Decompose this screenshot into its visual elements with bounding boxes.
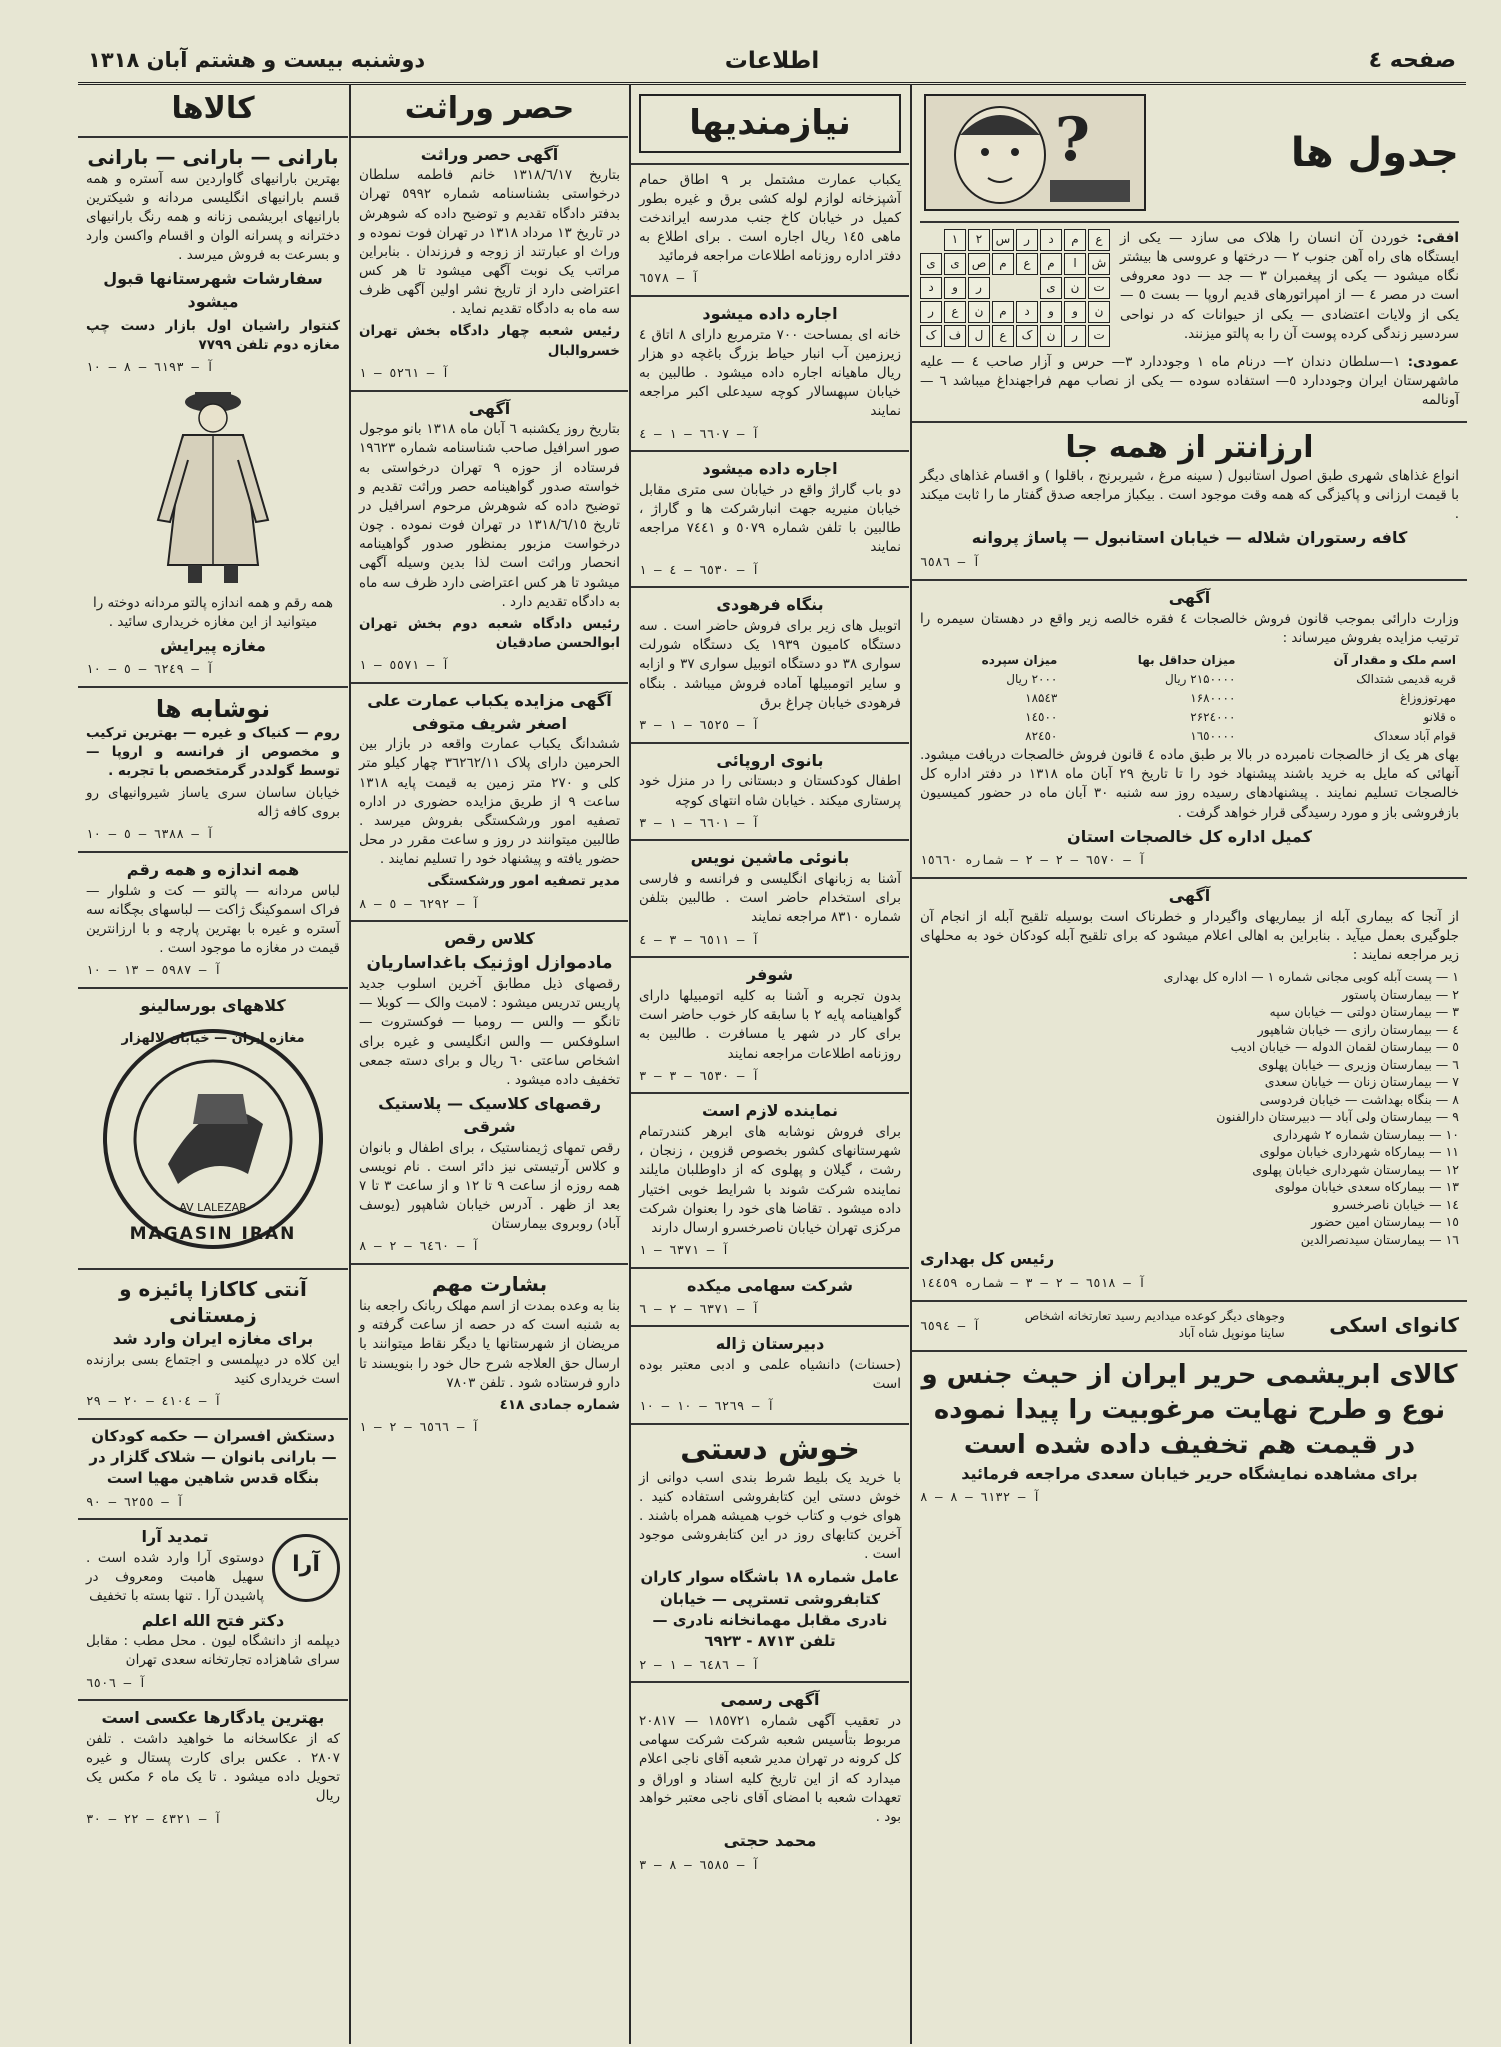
- official-notice: [631, 1683, 909, 1881]
- crossword-cell: ا: [1064, 253, 1086, 275]
- list-item: ۳ — بیمارستان دولتی — خیابان سپه: [1269, 1004, 1459, 1020]
- column-goods: [78, 84, 348, 2044]
- table-header-row: [920, 651, 1459, 670]
- drinks-text: روم — کنیاک و غیره — بهترین ترکیب و مخصوص از فرانسه و اروپا — توسط گولددر گرمتخصص با تجربه .: [86, 724, 340, 779]
- notice-title: آگهی: [1168, 587, 1211, 607]
- clinic-list: [920, 968, 1459, 1248]
- notice-body: ششدانگ یکباب عمارت واقعه در بازار بین الحرمین دارای پلاک ۳٦۲٦۲/۱۱ چهار کیلو متر کلی و ۲۷۰ متر زمین به قیمت پایه ۱۳۱۸ ساعت ۹ از طریق مزایده حضوری در اداره تصفیه امور ورشکستگی بفروش میرسد . طالبین میتوانند در روز و ساعت مقرر در محل حضور یافته و پیشنهاد خود را تسلیم نمایند .: [359, 736, 620, 868]
- list-item: ۱٥ — بیمارستان امین حضور: [1311, 1214, 1459, 1230]
- ski-title: کانوای اسکی: [1329, 1312, 1459, 1337]
- down-clues: ۱—سلطان دندان ۲— درنام ماه ۱ وجوددارد ۳— حرس و آزار صاحب ٤ — علیه ماشهرستان ایران وجوددارد ٥— استفاده سوده — یکی از نصاب مهم فراجهنداغ میباشد ٦ — آونالمه: [920, 354, 1459, 409]
- list-item: ۱ — پست آبله کوبی مجانی شماره ۱ — اداره کل بهداری: [1163, 969, 1459, 985]
- ara-ad: [78, 1520, 348, 1701]
- table-cell: ۲۰۰۰ ریال: [1006, 671, 1058, 686]
- classifieds-header: [631, 84, 909, 165]
- crossword-cell: [920, 229, 942, 251]
- notice-title: کلاس رقص: [444, 929, 535, 949]
- photo-studio-ad: [78, 1701, 348, 1835]
- ara-title: تمدید آرا: [141, 1527, 209, 1547]
- restaurant-title: ارزانتر از همه جا: [1065, 430, 1314, 466]
- silk-headline: کالای ابریشمی حریر ایران از حیث جنس و نوع و طرح نهایت مرغوبیت را پیدا نموده در قیمت هم تخفیف داده شده است: [921, 1359, 1458, 1461]
- logo-bottom-text: MAGASIN IRAN: [129, 1223, 297, 1244]
- crossword-cell: ت: [1088, 325, 1110, 347]
- raincoat-sub: سفارشات شهرستانها قبول میشود: [103, 269, 323, 311]
- crossword-cell: ۱: [944, 229, 966, 251]
- table-row: [920, 689, 1459, 708]
- table-cell: ۸۲٤٥۰: [1025, 729, 1058, 744]
- crossword-cell: ر: [1016, 229, 1038, 251]
- column-classifieds: [631, 84, 909, 2044]
- classified-title: بنگاه فرهودی: [716, 595, 824, 615]
- dance-subtitle: رقصهای کلاسیک — پلاستیک شرقی: [378, 1094, 601, 1136]
- crossword-cell: د: [920, 277, 942, 299]
- ara-logo: آرا: [272, 1534, 340, 1602]
- ad-ref: آ — ٦۲٤٩ — ٥ — ۱۰: [86, 660, 214, 676]
- crossword-cell: [992, 277, 1014, 299]
- shop-name: مغازه پیرایش: [160, 636, 266, 656]
- ad-ref: آ — ٦١٣٢ — ۸ — ۸: [920, 1488, 1041, 1504]
- gloves-ad: [78, 1420, 348, 1521]
- table-header-cell: میزان سپرده: [981, 652, 1058, 667]
- ad-ref: آ — ٦٥١۱ — ۳ — ٤: [639, 931, 760, 947]
- photo-text: که از عکاسخانه ما خواهید داشت . تلفن ۲۸۰۷ . عکس برای کارت پستال و غیره تحویل داده میشود . تا یک ماه ۶ مکس یک ریال: [86, 1731, 340, 1805]
- column-inheritance: [351, 84, 628, 2044]
- list-item: ۱۲ — بیمارستان شهرداری خیابان پهلوی: [1252, 1161, 1459, 1177]
- ara-text: دوستوی آرا وارد شده است . سهیل هامبت ومعروف در پاشیدن آرا . تنها بسته با تخفیف: [86, 1550, 264, 1605]
- table-cell: ۱٤٥۰۰: [1025, 710, 1058, 725]
- classified-text: برای فروش نوشابه های ابرهر کنندرتمام شهرستانهای کشور بخصوص قزوین ، زنجان ، رشت ، گیلان و پهلوی که از داوطلبان مایلند نماینده شرکت شوند با شرایط خوبی اختیار داده میشود . تقاضا های خود را بعنوان شرکت مرکزی تهران خیابان ناصرخسرو ارسال دارند: [639, 1124, 901, 1236]
- crossword-cell: ع: [1088, 229, 1110, 251]
- crossword-cell: ع: [944, 301, 966, 323]
- classified-text: (حسنات) دانشیاه علمی و ادبی معتبر بوده است: [639, 1357, 901, 1393]
- raincoat-ad: [78, 138, 348, 688]
- anti-cold-text: این کلاه در دیپلمسی و اجتماع بسی برازنده است خریداری کنید: [86, 1351, 340, 1387]
- table-cell: قریه قدیمی شتدالک: [1356, 671, 1456, 686]
- ad-ref: آ — ٤٣٢۱ — ۲۲ — ۳۰: [86, 1810, 222, 1826]
- notice-signature: کمیل اداره کل خالصجات استان: [1067, 826, 1312, 846]
- ad-ref: آ — ٦٤٦۰ — ۲ — ۸: [359, 1238, 480, 1254]
- stamp-ring: [98, 1024, 328, 1254]
- official-title: آگهی رسمی: [720, 1690, 820, 1710]
- hat-title: کلاههای بورسالینو: [140, 996, 286, 1016]
- classified-text: یکباب عمارت مشتمل بر ۹ اطاق حمام آشپزخانه لوازم لوله کشی برق و غیره بطور کمیل در خیابان کاخ جنب مدرسه ایراندخت ماهی ۱٤٥ ریال اجاره است . برای اطلاع به دفتر اداره روزنامه اطلاعات مراجعه فرمائید: [639, 171, 902, 265]
- restaurant-address: کافه رستوران شلاله — خیابان استانبول — پاساژ پروانه: [971, 528, 1408, 548]
- classified-list: [631, 165, 909, 1426]
- classified-ad: [631, 1094, 909, 1268]
- restaurant-text: انواع غذاهای شهری طبق اصول استانبول ( سینه مرغ ، شیربرنج ، باقلوا ) و اقسام غذاهای دیگر با قیمت ارزانی و پاکیزگی که همه وقت موجود است . بیکباز مراجعه صدق گفتار ما را ثابت میکند .: [920, 467, 1459, 523]
- list-item: ٦ — بیمارستان وزیری — خیابان پهلوی: [1258, 1056, 1459, 1072]
- good-news-ad: [351, 1265, 628, 1444]
- ad-ref: آ — ٦٥۰٦: [86, 1674, 147, 1690]
- crossword-cell: م: [1064, 229, 1086, 251]
- drinks-ad: [78, 688, 348, 854]
- ad-ref: آ — ٦٦۰۱ — ۱ — ۳: [639, 814, 760, 830]
- ad-ref: آ — ٦٥۳۰ — ٤ — ۱: [639, 561, 760, 577]
- inheritance-header: [351, 84, 628, 138]
- lucky-text: با خرید یک بلیط شرط بندی اسب دوانی از خوش دستی این کتابفروشی استفاده کنید . هوای خوب و کتاب خوب همیشه همراه باشند . آخرین کتابهای روز در این کتابفروشی موجود است .: [639, 1469, 901, 1563]
- notice-signature: شماره جمادی ٤١٨: [499, 1396, 620, 1413]
- restaurant-ad: [912, 423, 1467, 580]
- ski-ad: [912, 1302, 1467, 1352]
- vaccination-notice: [912, 879, 1467, 1302]
- classified-ad: [631, 165, 909, 298]
- notice-title: بشارت مهم: [431, 1272, 548, 1297]
- crossword-cell: ر: [920, 301, 942, 323]
- notice-signature: مدیر تصفیه امور ورشکستگی: [427, 873, 620, 890]
- table-cell: ۲۶۲٤۰۰۰: [1190, 710, 1236, 725]
- notice-body: بنا به وعده بمدت از اسم مهلک ربانک راجعه بنا به شنبه است که در حصه از ساعت گرفته و مریضان از شهرستانها یا دیگر نقاط میتوانند با ارسال حق العلاجه شرح حال خود را بنویسند تا دارو فرستاده شود . تلفن ۷۸۰۳: [359, 1298, 620, 1391]
- crossword-cell: ن: [968, 301, 990, 323]
- photo-title: بهترین یادگارها عکسی است: [101, 1708, 325, 1728]
- goods-title: کالاها: [171, 91, 255, 126]
- list-item: ۹ — بیمارستان ولی آباد — دبیرستان دارالفنون: [1216, 1109, 1459, 1125]
- table-row: [920, 670, 1459, 689]
- classifieds-title: نیازمندیها: [639, 94, 901, 153]
- classified-ad: [631, 588, 909, 743]
- ad-ref: آ — ٦٥٧٨: [639, 270, 700, 286]
- notice-signature: رئیس دادگاه شعبه دوم بخش تهران ابوالحسن صادقیان: [359, 615, 620, 651]
- ad-ref: آ — ٦٥٨٦: [920, 554, 981, 570]
- classified-title: شوفر: [746, 965, 794, 985]
- crossword-cell: ر: [968, 277, 990, 299]
- ad-ref: آ — ٦٥۳۰ — ۳ — ۳: [639, 1067, 760, 1083]
- hat-ad: [78, 989, 348, 1270]
- classified-text: آشنا به زبانهای انگلیسی و فرانسه و فارسی برای استخدام حاضر است . طالبین بتلفن شماره ۸۳۱۰ مراجعه نمایند: [639, 871, 901, 926]
- down-label: عمودی:: [1407, 354, 1460, 370]
- clothing-title: همه اندازه و همه رقم: [126, 860, 300, 880]
- official-text: در تعقیب آگهی شماره ۱۸٥۷۲۱ — ۲۰۸۱۷ مربوط بتأسیس شعبه شرکت شرکت سهامی کل کرونه در تهران مدیر شعبه آقای ناجی اعلام میدارد که از این تاریخ کلیه اسناد و اوراق و تعهدات شعبه با امضای آقای ناجی معتبر خواهد بود .: [639, 1713, 901, 1825]
- crossword-cell: [1016, 277, 1038, 299]
- classified-ad: [631, 452, 909, 588]
- drinks-title: نوشابه ها: [155, 694, 271, 723]
- crossword-cell: م: [992, 301, 1014, 323]
- list-item: ۸ — بنگاه بهداشت — خیابان فردوسی: [1259, 1091, 1459, 1107]
- crossword-cell: ن: [1064, 277, 1086, 299]
- table-header-cell: اسم ملک و مقدار آن: [1333, 652, 1456, 667]
- goods-header: [78, 84, 348, 138]
- crossword-cell: م: [992, 253, 1014, 275]
- classified-text: اطفال کودکستان و دبستانی را در منزل خود پرستاری میکند . خیابان شاه انتهای کوچه: [639, 773, 901, 809]
- classified-ad: [631, 744, 909, 842]
- doctor-text: دیپلمه از دانشگاه لیون . محل مطب : مقابل سرای شاهزاده تجارتخانه سعدی تهران: [86, 1633, 340, 1669]
- classified-ad: [631, 958, 909, 1094]
- ad-ref: آ — ٦١۹۳ — ۸ — ۱۰: [86, 359, 214, 375]
- column-crossword-notices: [912, 84, 1467, 2044]
- crossword-cell: ی: [944, 253, 966, 275]
- table-cell: ۱۶۸۰۰۰۰: [1190, 691, 1236, 705]
- crossword-cell: ع: [1016, 253, 1038, 275]
- ad-ref: آ — ٦۲٦٩ — ۱۰ — ۱۰: [639, 1398, 775, 1414]
- crossword-cell: ش: [1088, 253, 1110, 275]
- drinks-address: خیابان ساسان سری یاساز شیروانیهای رو بروی کافه ژاله: [86, 785, 340, 821]
- notice-intro: وزارت دارائی بموجب قانون فروش خالصجات ٤ فقره خالصه زیر واقع در دهستان سیمره را ترتیب مزایده بفروش میرساند :: [920, 610, 1459, 646]
- anti-cold-title: آنتی کاکازا پائیزه و زمستانی: [119, 1276, 307, 1327]
- ski-text: وجوهای دیگر کوعده میدادیم رسید تعارتخانه اشخاص ساینا مونوپل شاه آباد: [1024, 1308, 1285, 1340]
- coat-caption: همه رقم و همه اندازه پالتو مردانه دوخته را میتوانید از این مغازه خریداری سائید .: [93, 594, 333, 630]
- crossword-grid: [920, 229, 1110, 347]
- notice-title: آگهی: [468, 398, 511, 418]
- ad-ref: آ — ٦٤٨٦ — ۱ — ۲: [639, 1656, 760, 1672]
- across-label: افقی:: [1416, 230, 1459, 246]
- notice-body: رقص تمهای ژیمناستیک ، برای اطفال و بانوان و کلاس آرتیستی نیز دائر است . نام نویسی همه روزه از ساعت ۹ تا ۱۲ و از ساعت ۳ تا ۷ بعد از ظهر . آدرس خیابان شاهپور (یوسف آباد) روبروی بیمارستان: [359, 1139, 621, 1233]
- raincoat-text: بهترین بارانیهای گاواردین سه آستره و همه قسم بارانیهای انگلیسی مردانه و شیکترین بارانیهای ابریشمی زنانه و همه رنگ بارانیهای دخترانه و پسرانه الوان و اقسام واکسن وارد و بسرعت به فروش میرسد .: [86, 170, 340, 264]
- ad-ref: آ — ٦۲۹۲ — ٥ — ۸: [359, 895, 480, 911]
- gloves-text: دستکش افسران — حکمه کودکان — بارانی بانوان — شلاک گلزار در بنگاه قدس شاهین مهیا است: [89, 1426, 337, 1488]
- crossword-cell: ن: [1040, 325, 1062, 347]
- ad-ref: آ — ٦٥٩٤: [920, 1318, 981, 1333]
- ad-ref: آ — ٦٦۰۷ — ۱ — ٤: [639, 425, 760, 441]
- crossword-cell: و: [1064, 301, 1086, 323]
- anti-cold-sub: برای مغازه ایران وارد شد: [112, 1328, 314, 1348]
- crossword-cell: ل: [968, 325, 990, 347]
- classified-title: اجاره داده میشود: [702, 459, 838, 479]
- table-cell: مهرتوزوزاغ: [1400, 691, 1456, 705]
- notice-body: بتاریخ روز یکشنبه ٦ آبان ماه ۱۳۱۸ بانو موجول صور اسرافیل صاحب شناسنامه شماره ۱۹٦٢٣ فرستاده از حوزه ۹ تهران درخواستی به خواسته صدور گواهینامه حصر وراثت تقدیم و توضیح داده که شوهرش مرحوم اسرافیل در تاریخ ۱۳۱۸/٦/١٥ در تهران فوت نموده . چون درخواست مزبور بمنظور صدور گواهینامه انحصار وراثت است لذا بدین وسیله آگهی میشود تا هر کس اعتراضی دارد ظرف سه ماه به دادگاه تقدیم دارد .: [359, 421, 621, 610]
- classified-title: شرکت سهامی میکده: [687, 1275, 853, 1295]
- table-cell: ه قلانو: [1423, 710, 1456, 725]
- notice-body: بتاریخ ۱۳۱۸/٦/١٧ خانم فاطمه سلطان درخواستی بشناسنامه شماره ٥۹۹۲ تهران بدفتر دادگاه تقدیم و توضیح داده که شوهرش در تاریخ ۱۳ مرداد ۱۳۱۸ در تهران فوت نموده و وراث او عبارتند از زوجه و فرزندان . بنابراین مراتب یک نوبت آگهی میشود تا هر کس اعتراضی دارد از تاریخ نشر اولین آگهی ظرف سه ماه به دادگاه تقدیم نماید .: [359, 167, 620, 318]
- list-item: ۱۱ — بیمارکاه شهرداری خیابان مولوی: [1259, 1144, 1459, 1160]
- ad-ref: آ — ٦۳۸۸ — ٥ — ۱۰: [86, 826, 214, 842]
- table-row: [920, 708, 1459, 727]
- page-header: [78, 42, 1466, 85]
- inheritance-notice-1: [351, 138, 628, 392]
- notice-body: رقصهای ذیل مطابق آخرین اسلوب جدید پاریس تدریس میشود : لامبت والک — کوبلا — تانگو — والس — رومبا — فوکستروت — اسلوفکس — والس انگلیسی و غیره برای اشخاص ساعتی ٦۰ ریال و برای دسته جمعی تخفیف داده میشود .: [359, 976, 620, 1088]
- ad-ref: آ — ٤١٠٤ — ۲۰ — ۲۹: [86, 1392, 222, 1408]
- notice-title: آگهی حصر وراثت: [420, 144, 559, 164]
- crossword-title: جدول ها: [1290, 129, 1459, 176]
- list-item: ۷ — بیمارستان زنان — خیابان سعدی: [1264, 1074, 1459, 1090]
- silk-ad: [912, 1352, 1467, 1514]
- classified-title: نماینده لازم است: [701, 1101, 839, 1121]
- raincoat-title: بارانی — بارانی — بارانی: [87, 144, 339, 169]
- list-item: ۱٦ — بیمارستان سیدنصرالدین: [1300, 1231, 1459, 1247]
- estates-table: [920, 651, 1459, 746]
- list-item: ۲ — بیمارستان پاستور: [1342, 986, 1459, 1002]
- list-item: ٥ — بیمارستان لقمان الدوله — خیابان ادیب: [1230, 1039, 1459, 1055]
- magasin-iran-logo: [98, 1024, 328, 1254]
- ad-ref: آ — ٦٥٧٠ — ۲ — ۲ — شماره ۱٥٦٦۰: [920, 852, 1146, 868]
- crossword-cell: و: [1040, 301, 1062, 323]
- classified-ad: [631, 1327, 909, 1425]
- crossword-cell: ۲: [968, 229, 990, 251]
- table-cell: ۲۱۵۰۰۰۰ ریال: [1164, 671, 1236, 686]
- list-item: ۱۰ — بیمارستان شماره ۲ شهرداری: [1272, 1126, 1459, 1142]
- crossword-cell: ن: [1088, 301, 1110, 323]
- classified-ad: [631, 297, 909, 452]
- auction-notice: [351, 684, 628, 922]
- crossword-section: [912, 84, 1467, 423]
- across-clues: خوردن آن انسان را هلاک می سازد — یکی از ایستگاه های راه آهن جنوب ۲ — درختها و عروسی ها بیشتر نگاه میشود — یکی از پیغمبران ۳ — جد — دود معروفی است در مصر ٤ — از امپراتورهای قدیم اروپا — بست ٥ — یکی از ولایات اعتضادی — یکی از حیوانات که در نواحی سردسیر زندگی کرده پوست آن را به پالتو میزنند.: [1120, 230, 1460, 342]
- crossword-cell: ی: [920, 253, 942, 275]
- raincoat-address: کنتوار راشیان اول بازار دست چپ مغازه دوم تلفن ۷۷۹۹: [86, 317, 340, 353]
- ad-ref: آ — ٥٩٨۷ — ۱۳ — ۱۰: [86, 962, 222, 978]
- crossword-cell: ف: [944, 325, 966, 347]
- table-row: [920, 727, 1459, 746]
- classified-title: بانوی اروپائی: [716, 750, 824, 770]
- ad-ref: آ — ٦٢٥٥ — ۹۰: [86, 1493, 184, 1509]
- svg-text:?: ?: [1054, 105, 1090, 175]
- anti-cold-ad: [78, 1270, 348, 1420]
- crossword-cell: ع: [992, 325, 1014, 347]
- teacher-name: مادموازل اوژنیک باغداساریان: [366, 953, 613, 974]
- crossword-cell: ک: [1016, 325, 1038, 347]
- crossword-cell: ص: [968, 253, 990, 275]
- logo-top-text: مغازه ایران — خیابان لالهزار: [121, 1030, 305, 1046]
- puzzled-face-illustration: [920, 90, 1150, 215]
- page-number: صفحه ٤: [1368, 48, 1456, 73]
- crossword-cell: ک: [920, 325, 942, 347]
- crossword-cell: د: [1016, 301, 1038, 323]
- official-signature: محمد حجتی: [723, 1830, 817, 1850]
- classified-title: اجاره داده میشود: [702, 304, 838, 324]
- notice-title: آگهی مزایده یکباب عمارت علی اصغر شریف متوفی: [367, 690, 612, 733]
- crossword-cell: ت: [1088, 277, 1110, 299]
- ad-ref: آ — ٦٥٦٦ — ۲ — ۱: [359, 1419, 480, 1434]
- ad-ref: آ — ٦٣۷۱ — ۱: [639, 1242, 730, 1258]
- classified-text: دو باب گاراژ واقع در خیابان سی متری مقابل خیابان منیریه جهت انبارشرکت ها و گاراژ ، طالبین با تلفن شماره ٥۰۷۹ و ۷٤٤۱ مراجعه نمایند: [639, 482, 901, 556]
- finance-notice: [912, 581, 1467, 879]
- dance-class-ad: [351, 922, 628, 1265]
- inheritance-notice-2: [351, 392, 628, 684]
- man-in-coat-illustration: [88, 380, 338, 590]
- clothing-text: لباس مردانه — پالتو — کت و شلوار — فراک اسموکینگ ژاکت — لباسهای بچگانه سه آستره و غیره با بهترین پارچه و با ارزانترین قیمت در مغازه ما موجود است .: [86, 882, 340, 957]
- notice-title: آگهی: [1168, 886, 1211, 906]
- list-item: ۱۳ — بیمارکاه سعدی خیابان مولوی: [1274, 1179, 1459, 1195]
- doctor-name: دکتر فتح الله اعلم: [141, 1610, 285, 1630]
- notice-body: از آنجا که بیماری آبله از بیماریهای واگیردار و خطرناک است بوسیله تلقیح آبله از انجام آن جلوگیری بعمل میآید . بنابراین به اهالی اعلام میشود که برای تلقیح آبله کودکان خود به محلهای زیر مراجعه نمایند :: [920, 908, 1459, 964]
- logo-center-text: AV LALEZAR: [179, 1201, 247, 1215]
- crossword-cell: م: [1040, 253, 1062, 275]
- classified-text: بدون تجربه و آشنا به کلیه اتومبیلها دارای گواهینامه پایه ۲ با سابقه کار خوب حاضر است برای کار در شهر یا مسافرت . طالبین به روزنامه اطلاعات مراجعه نمایند: [639, 988, 901, 1062]
- notice-body: بهای هر یک از خالصجات نامبرده در بالا بر طبق ماده ٤ قانون فروش خالصجات دریافت میشود. آنهائی که مایل به خرید باشند پیشنهاد خود را تا تاریخ ۲۹ آبان ماه ۱۳۱۸ در دفتر اداره کل خالصجات تسلیم نمایند . پیشنهادهای رسیده روز سه شنبه ۳۰ آبان ماه در حضور کمیسیون بازفروشی باز و مورد رسیدگی قرار خواهد گرفت .: [920, 747, 1460, 821]
- classified-title: دبیرستان ژاله: [715, 1334, 825, 1354]
- table-cell: ۱۸۵٤۳: [1025, 691, 1058, 705]
- classified-ad: [631, 1269, 909, 1327]
- ad-ref: آ — ٦٥٨٥ — ۸ — ۳: [639, 1856, 760, 1872]
- crossword-cell: و: [944, 277, 966, 299]
- crossword-cell: س: [992, 229, 1014, 251]
- notice-signature: رئیس کل بهداری: [920, 1249, 1055, 1269]
- ad-ref: آ — ٥٥٧١ — ۱: [359, 657, 450, 673]
- paper-name: اطلاعات: [724, 48, 820, 74]
- notice-signature: رئیس شعبه چهار دادگاه بخش تهران خسروالبال: [359, 323, 620, 359]
- list-item: ۱٤ — خیابان ناصرخسرو: [1332, 1196, 1459, 1212]
- table-cell: ۱٦٥۰۰۰۰: [1190, 729, 1236, 744]
- lucky-title: خوش دستی: [680, 1432, 860, 1468]
- classified-text: اتوبیل های زیر برای فروش حاضر است . سه دستگاه کامیون ۱۹۳۹ یک دستگاه شورلت سواری ۳۸ دو دستگاه اتوبیل سواری ۳۷ و ازابه و سایر اتومبیلها آماده فروش میباشد . بنگاه فرهودی خیابان چراغ برق: [639, 618, 902, 711]
- classified-text: خانه ای بمساحت ۷۰۰ مترمربع دارای ۸ اتاق ٤ زیرزمین آب انبار حیاط بزرگ باغچه دو هزار ریال ماهیانه اجاره داده میشود . طالبین به خیابان سپهسالار کوچه سیدعلی اکبر مراجعه نمایند: [639, 326, 901, 420]
- crossword-cell: ی: [1040, 277, 1062, 299]
- date-line: دوشنبه بیست و هشتم آبان ۱۳۱۸: [88, 48, 426, 72]
- ad-ref: آ — ٥٢٦١ — ۱: [359, 364, 450, 380]
- lucky-address: عامل شماره ۱۸ باشگاه سوار کاران کتابفروشی تسترپی — خیابان نادری مقابل مهمانخانه نادری — تلفن ۸۷۱۳ - ٦٩۲۳: [640, 1568, 900, 1651]
- classified-ad: [631, 841, 909, 958]
- crossword-cell: ر: [1064, 325, 1086, 347]
- ad-ref: آ — ٦٥۲٥ — ۱ — ۳: [639, 716, 760, 732]
- inheritance-title: حصر وراثت: [404, 91, 575, 126]
- clothing-ad: [78, 853, 348, 989]
- lucky-ad: [631, 1425, 909, 1683]
- ad-ref: آ — ٦٥١٨ — ۲ — ۳ — شماره ۱٤٤٥۹: [920, 1275, 1146, 1291]
- crossword-cell: د: [1040, 229, 1062, 251]
- table-cell: قوام آباد سعداک: [1373, 729, 1456, 744]
- classified-title: بانوئی ماشین نویس: [690, 848, 850, 868]
- ad-ref: آ — ٦۳۷۱ — ۲ — ٦: [639, 1300, 760, 1316]
- silk-subline: برای مشاهده نمایشگاه حریر خیابان سعدی مراجعه فرمائید: [961, 1464, 1418, 1484]
- table-header-cell: میزان حداقل بها: [1137, 652, 1236, 667]
- list-item: ٤ — بیمارستان رازی — خیابان شاهپور: [1257, 1021, 1459, 1037]
